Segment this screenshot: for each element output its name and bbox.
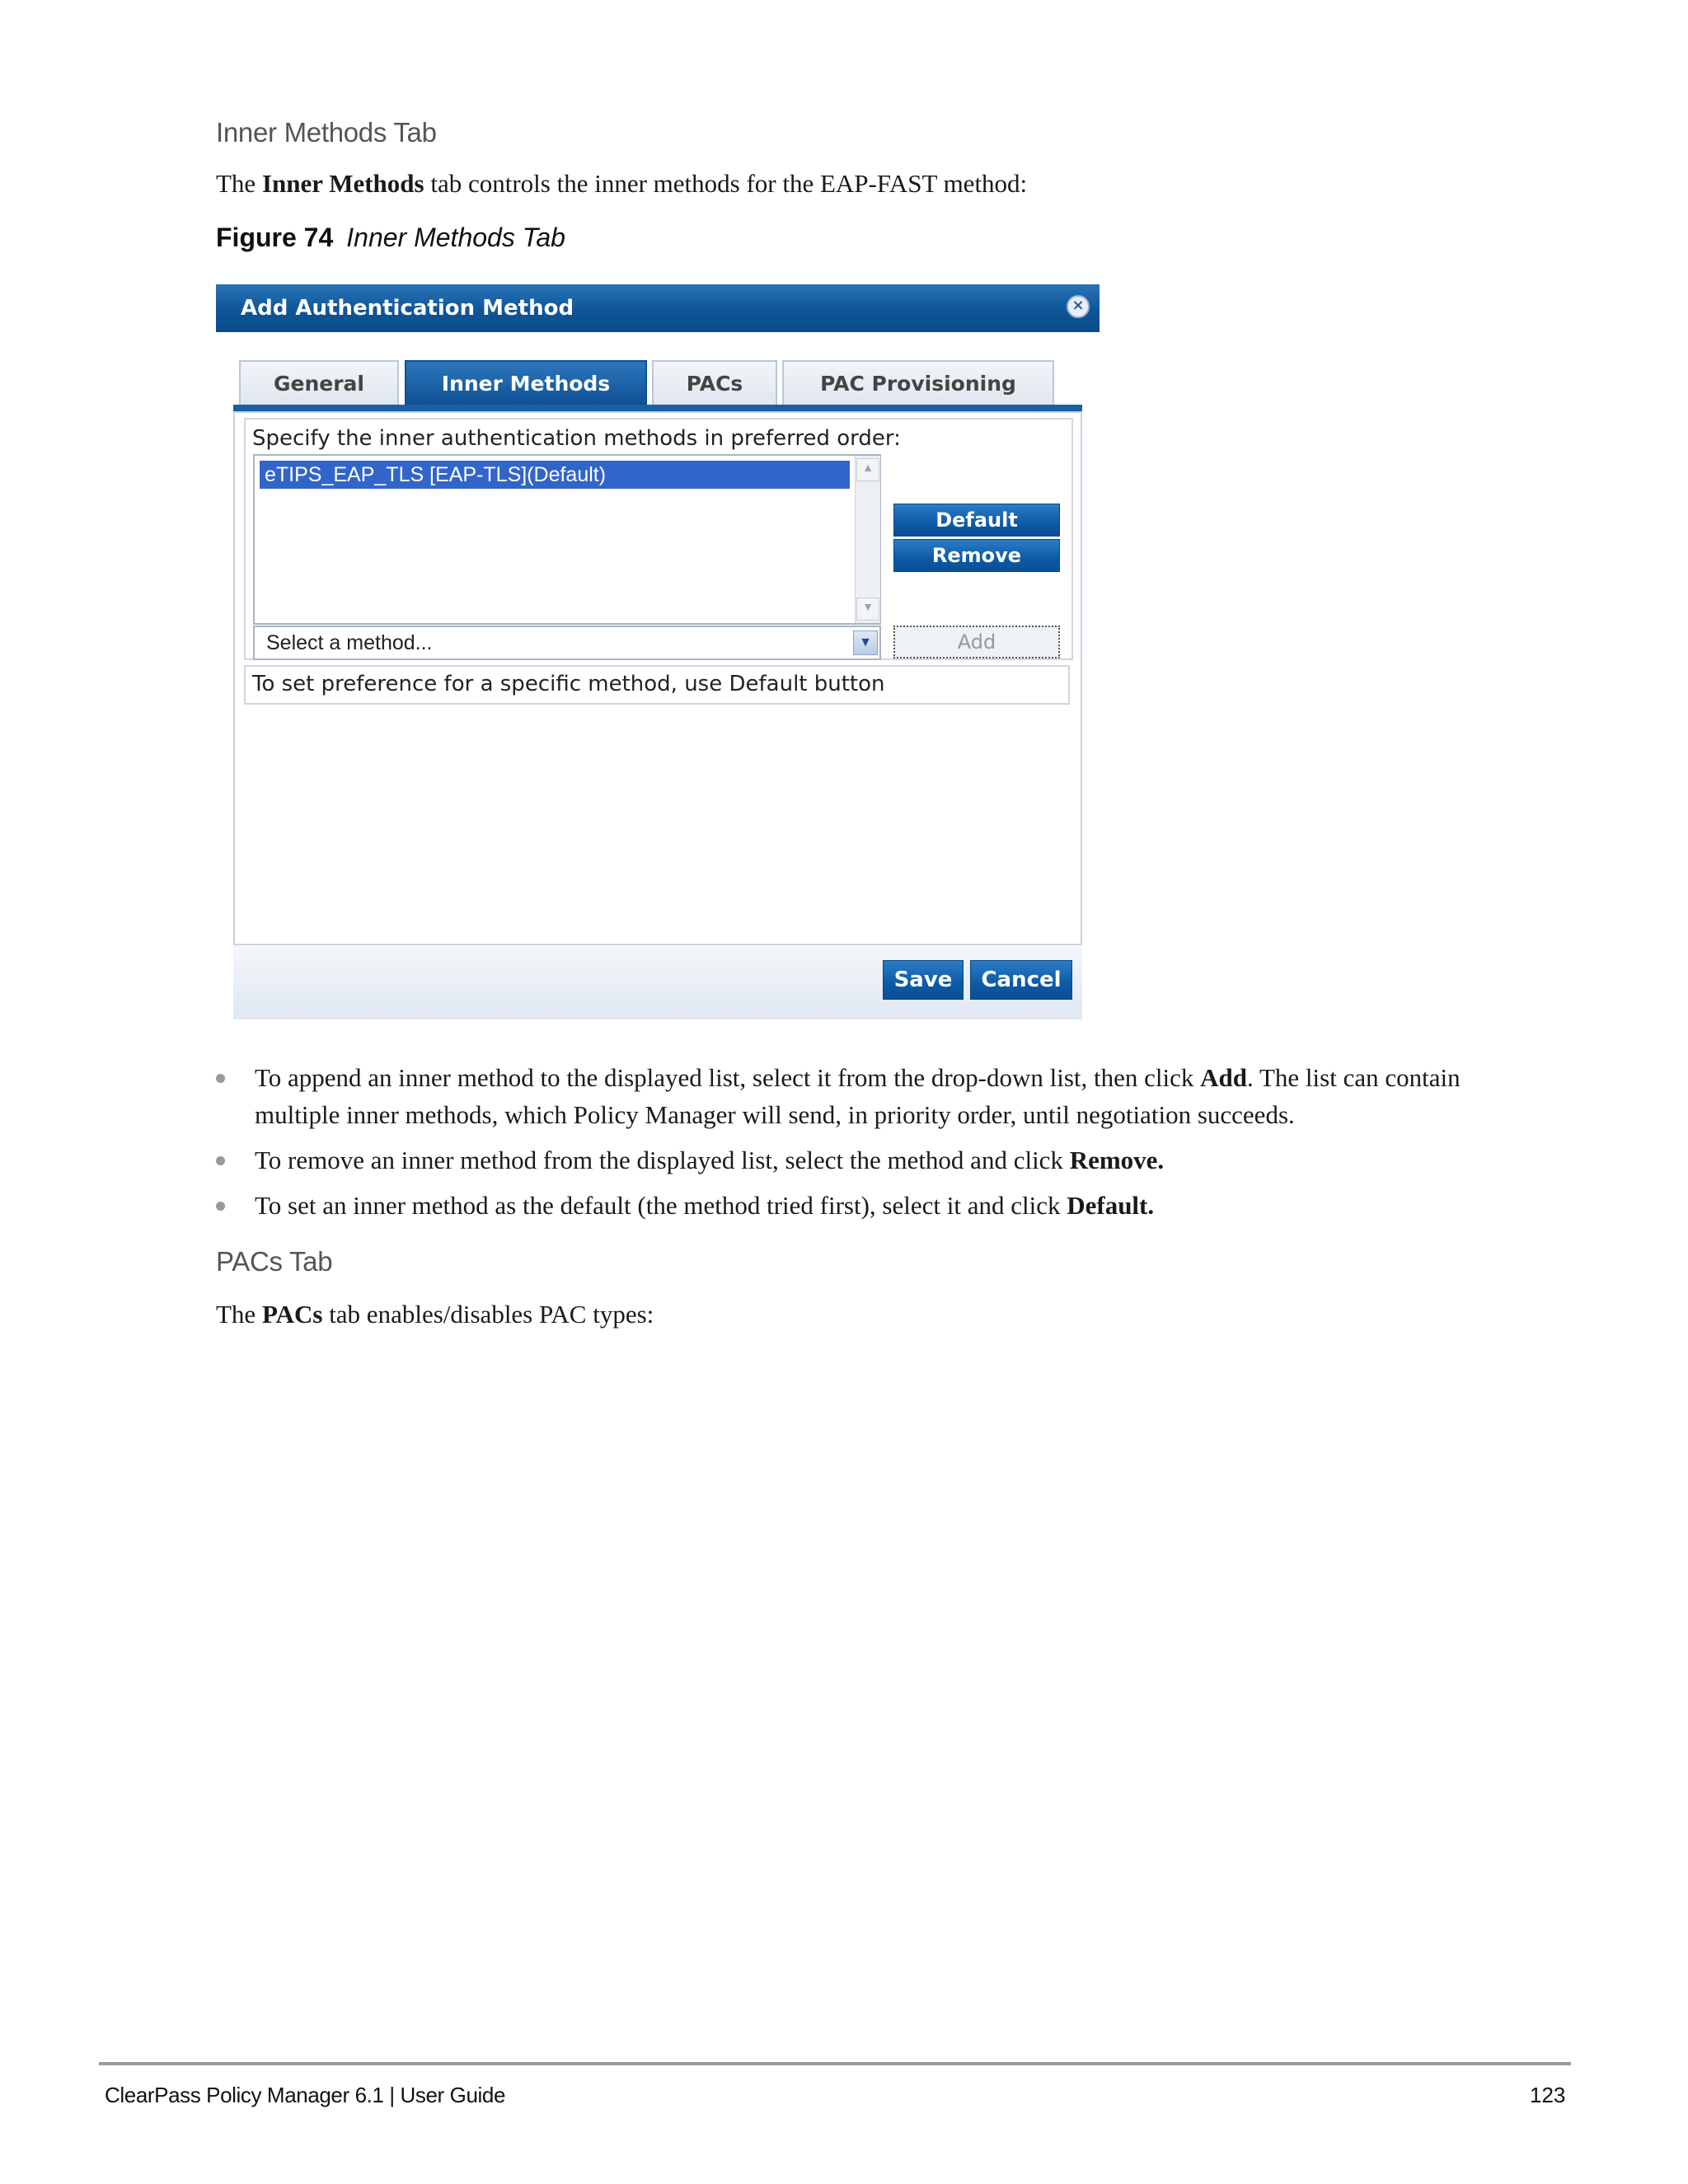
tab-general[interactable]: General (239, 360, 399, 406)
figure-number: Figure 74 (216, 223, 334, 252)
bullet-bold: Add (1200, 1063, 1248, 1092)
page-number: 123 (1530, 2083, 1566, 2107)
bullet-text: To append an inner method to the displayed list, select it from the drop-down list, then click (255, 1063, 1201, 1092)
figure-caption (216, 223, 565, 253)
inner-methods-intro (216, 165, 1027, 202)
remove-button[interactable]: Remove (893, 539, 1060, 572)
add-button[interactable]: Add (893, 626, 1060, 658)
footer-title: ClearPass Policy Manager 6.1 | User Guide (105, 2083, 506, 2107)
add-authentication-method-dialog (216, 284, 1100, 1018)
intro-text-rest: tab controls the inner methods for the EAP-FAST method: (424, 169, 1028, 198)
section-heading-pacs: PACs Tab (216, 1246, 333, 1277)
bullet-text-rest: . The list can contain multiple inner methods, which Policy Manager will send, in priority order, until negotiation succeeds. (255, 1063, 1461, 1129)
inner-methods-list[interactable] (253, 454, 881, 625)
bullet-text: To set an inner method as the default (the method tried first), select it and click (255, 1191, 1067, 1220)
method-select[interactable] (253, 626, 881, 660)
footer-divider (99, 2062, 1571, 2065)
scroll-up-icon[interactable]: ▲ (856, 458, 879, 481)
dialog-footer (233, 944, 1082, 1019)
list-item[interactable]: eTIPS_EAP_TLS [EAP-TLS](Default) (260, 461, 850, 489)
chevron-down-icon[interactable]: ▼ (853, 630, 878, 655)
tab-pac-provisioning[interactable]: PAC Provisioning (782, 360, 1054, 406)
save-button[interactable]: Save (883, 960, 964, 1000)
tab-pacs[interactable]: PACs (652, 360, 777, 406)
intro-text: The (216, 1300, 262, 1329)
select-placeholder: Select a method... (266, 631, 433, 654)
hint-text: To set preference for a specific method, use Default button (244, 665, 1070, 705)
list-item (255, 1141, 1516, 1179)
scroll-down-icon[interactable]: ▼ (856, 598, 879, 621)
bullet-icon (216, 1156, 225, 1165)
figure-title: Inner Methods Tab (346, 223, 565, 252)
bullet-bold: Remove. (1069, 1146, 1165, 1174)
bullet-text: To remove an inner method from the displayed list, select the method and click (255, 1146, 1070, 1174)
pacs-intro (216, 1296, 654, 1333)
intro-text: The (216, 169, 262, 198)
instruction-label: Specify the inner authentication methods in preferred order: (252, 426, 901, 451)
section-heading-inner-methods: Inner Methods Tab (216, 117, 437, 148)
intro-text-rest: tab enables/disables PAC types: (322, 1300, 654, 1329)
tab-inner-methods[interactable]: Inner Methods (405, 360, 647, 406)
dialog-title-bar (216, 284, 1100, 332)
inner-methods-panel (244, 418, 1073, 660)
bullet-icon (216, 1074, 225, 1083)
cancel-button[interactable]: Cancel (970, 960, 1072, 1000)
list-item (255, 1187, 1516, 1224)
bullet-icon (216, 1202, 225, 1211)
close-icon[interactable]: × (1067, 295, 1090, 318)
bullet-bold: Default. (1067, 1191, 1155, 1220)
default-button[interactable]: Default (893, 504, 1060, 537)
dialog-title: Add Authentication Method (241, 296, 574, 321)
tab-underline (233, 405, 1082, 411)
intro-bold: Inner Methods (261, 169, 424, 198)
intro-bold: PACs (261, 1300, 323, 1329)
list-item (255, 1059, 1516, 1133)
list-scrollbar[interactable] (855, 456, 880, 623)
